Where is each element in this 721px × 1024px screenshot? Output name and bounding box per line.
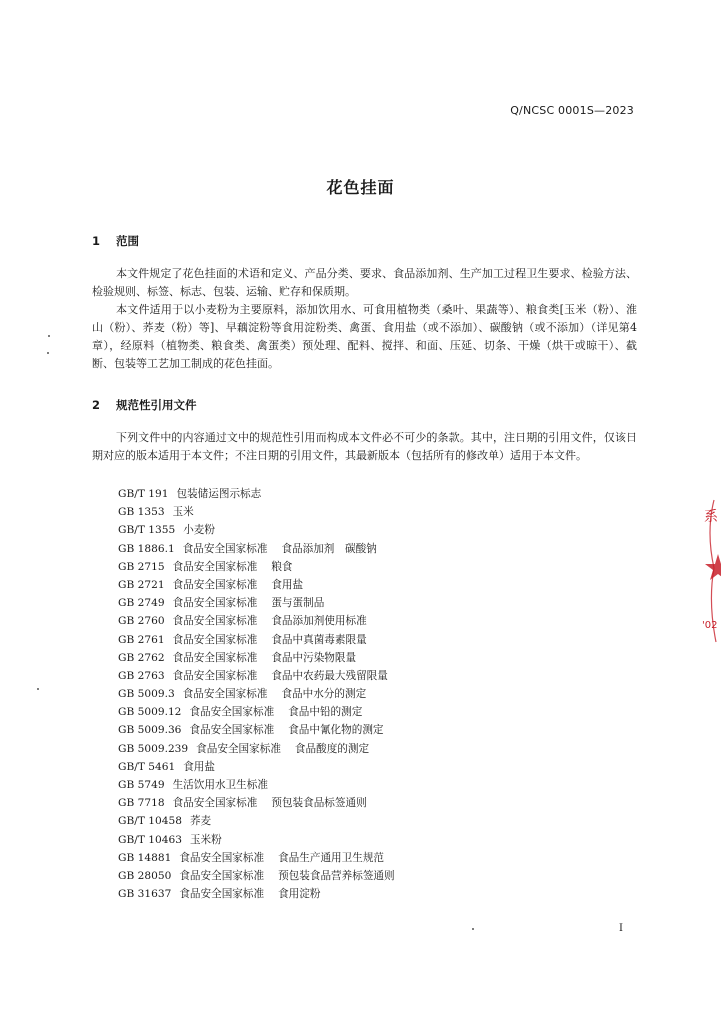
reference-item: [118, 594, 395, 612]
reference-code: GB 5009.36: [118, 724, 182, 737]
reference-title: 食品安全国家标准: [182, 542, 268, 555]
reference-title: 食品安全国家标准: [172, 633, 258, 646]
reference-subtitle: 食品中铅的测定: [288, 706, 363, 719]
reference-item: [118, 576, 395, 594]
reference-item: [118, 812, 395, 830]
reference-subtitle: 食用盐: [271, 578, 304, 591]
seal-text: 系: [704, 509, 718, 525]
reference-item: [118, 867, 395, 885]
reference-subtitle: 食品添加剂 碳酸钠: [281, 542, 377, 555]
reference-code: GB 1353: [118, 506, 165, 519]
reference-item: [118, 667, 395, 685]
section-number: 1: [92, 234, 101, 248]
section-title: 范围: [116, 234, 139, 248]
reference-subtitle: 食用淀粉: [278, 888, 321, 901]
section-heading-scope: [92, 233, 139, 249]
standard-code: Q/NCSC 0001S—2023: [510, 104, 634, 117]
reference-title: 食品安全国家标准: [172, 669, 258, 682]
reference-title: 玉米: [172, 506, 194, 519]
reference-item: [118, 703, 395, 721]
reference-item: [118, 540, 395, 558]
scan-speck: [47, 352, 49, 354]
reference-code: GB/T 5461: [118, 760, 176, 773]
scope-paragraph-1: 本文件规定了花色挂面的术语和定义、产品分类、要求、食品添加剂、生产加工过程卫生要求、检验方法、检验规则、标签、标志、包装、运输、贮存和保质期。: [92, 267, 637, 298]
reference-subtitle: 食品中农药最大残留限量: [271, 669, 388, 682]
reference-code: GB/T 1355: [118, 524, 176, 537]
reference-item: [118, 776, 395, 794]
scan-speck: [48, 335, 50, 337]
reference-title: 食品安全国家标准: [189, 724, 275, 737]
reference-item: [118, 885, 395, 903]
reference-item: [118, 849, 395, 867]
reference-title: 玉米粉: [189, 833, 222, 846]
reference-code: GB 2762: [118, 651, 165, 664]
section-number: 2: [92, 398, 101, 412]
reference-code: GB/T 191: [118, 488, 169, 500]
reference-title: 食品安全国家标准: [172, 797, 258, 810]
reference-item: [118, 685, 395, 703]
reference-item: [118, 485, 395, 503]
references-intro-paragraph: 下列文件中的内容通过文中的规范性引用而构成本文件必不可少的条款。其中，注日期的引用文件，仅该日期对应的版本适用于本文件；不注日期的引用文件，其最新版本（包括所有的修改单）适用于本文件。: [92, 431, 637, 462]
reference-subtitle: 预包装食品标签通则: [271, 797, 367, 810]
page-number: I: [619, 923, 623, 934]
reference-subtitle: 食品添加剂使用标准: [271, 615, 367, 628]
reference-title: 生活饮用水卫生标准: [172, 779, 268, 791]
reference-title: 食品安全国家标准: [182, 688, 268, 701]
scan-speck: [472, 928, 474, 930]
reference-code: GB 2721: [118, 578, 165, 591]
reference-title: 包装储运图示标志: [176, 488, 262, 500]
reference-item: [118, 831, 395, 849]
reference-code: GB 2763: [118, 669, 165, 682]
reference-title: 小麦粉: [183, 524, 215, 537]
reference-title: 食品安全国家标准: [172, 597, 258, 610]
reference-title: 荞麦: [189, 815, 212, 828]
reference-list: [118, 485, 395, 903]
reference-subtitle: 蛋与蛋制品: [271, 597, 325, 610]
reference-subtitle: 粮食: [271, 560, 293, 573]
reference-code: GB/T 10458: [118, 815, 182, 828]
reference-subtitle: 食品中真菌毒素限量: [271, 633, 367, 646]
reference-item: [118, 612, 395, 630]
reference-code: GB 28050: [118, 869, 172, 882]
reference-title: 食品安全国家标准: [172, 651, 258, 664]
reference-code: GB 2749: [118, 597, 165, 610]
reference-code: GB 5009.239: [118, 742, 189, 755]
section-title: 规范性引用文件: [116, 398, 197, 412]
document-title: 花色挂面: [326, 178, 395, 197]
scan-speck: [37, 688, 39, 690]
reference-item: [118, 758, 395, 776]
section-heading-normative-references: [92, 397, 197, 413]
reference-subtitle: 食品中氰化物的测定: [288, 724, 384, 737]
official-seal-fragment: [700, 492, 721, 652]
reference-title: 食品安全国家标准: [196, 742, 281, 755]
reference-code: GB/T 10463: [118, 833, 182, 846]
reference-item: [118, 794, 395, 812]
reference-title: 食品安全国家标准: [179, 851, 265, 864]
reference-code: GB 5749: [118, 779, 165, 791]
reference-code: GB 1886.1: [118, 542, 175, 555]
reference-code: GB 5009.12: [118, 706, 182, 719]
reference-code: GB 2760: [118, 615, 165, 628]
reference-item: [118, 503, 395, 521]
reference-item: [118, 649, 395, 667]
reference-item: [118, 558, 395, 576]
reference-title: 食品安全国家标准: [172, 560, 258, 573]
reference-item: [118, 521, 395, 539]
reference-title: 食品安全国家标准: [172, 615, 258, 628]
reference-subtitle: 食品中水分的测定: [281, 688, 367, 701]
reference-title: 食品安全国家标准: [179, 888, 265, 901]
reference-code: GB 5009.3: [118, 688, 175, 701]
reference-code: GB 7718: [118, 797, 165, 810]
scope-paragraph-2: 本文件适用于以小麦粉为主要原料，添加饮用水、可食用植物类（桑叶、果蔬等）、粮食类[玉米（粉）、淮山（粉）、荞麦（粉）等]、早藕淀粉等食用淀粉类、禽蛋、食用盐（或不添加）、碳酸钠（或不添加）（详见第4章），经原料（植物类、粮食类、禽蛋类）预处理、配料、搅拌、和面、压延、切条、干燥（烘干或晾干）、截断、包装等工艺加工制成的花色挂面。: [92, 303, 637, 370]
reference-title: 食品安全国家标准: [179, 869, 265, 882]
reference-title: 食品安全国家标准: [189, 706, 275, 719]
seal-partial-text: '02: [702, 620, 718, 631]
reference-item: [118, 721, 395, 739]
reference-title: 食用盐: [183, 760, 215, 773]
reference-subtitle: 预包装食品营养标签通则: [278, 869, 395, 882]
reference-item: [118, 631, 395, 649]
reference-subtitle: 食品生产通用卫生规范: [278, 851, 385, 864]
reference-subtitle: 食品酸度的测定: [294, 742, 370, 755]
reference-subtitle: 食品中污染物限量: [271, 651, 357, 664]
reference-title: 食品安全国家标准: [172, 578, 258, 591]
reference-code: GB 31637: [118, 888, 172, 901]
reference-code: GB 14881: [118, 851, 172, 864]
reference-code: GB 2715: [118, 560, 165, 573]
reference-code: GB 2761: [118, 633, 165, 646]
reference-item: [118, 740, 395, 758]
